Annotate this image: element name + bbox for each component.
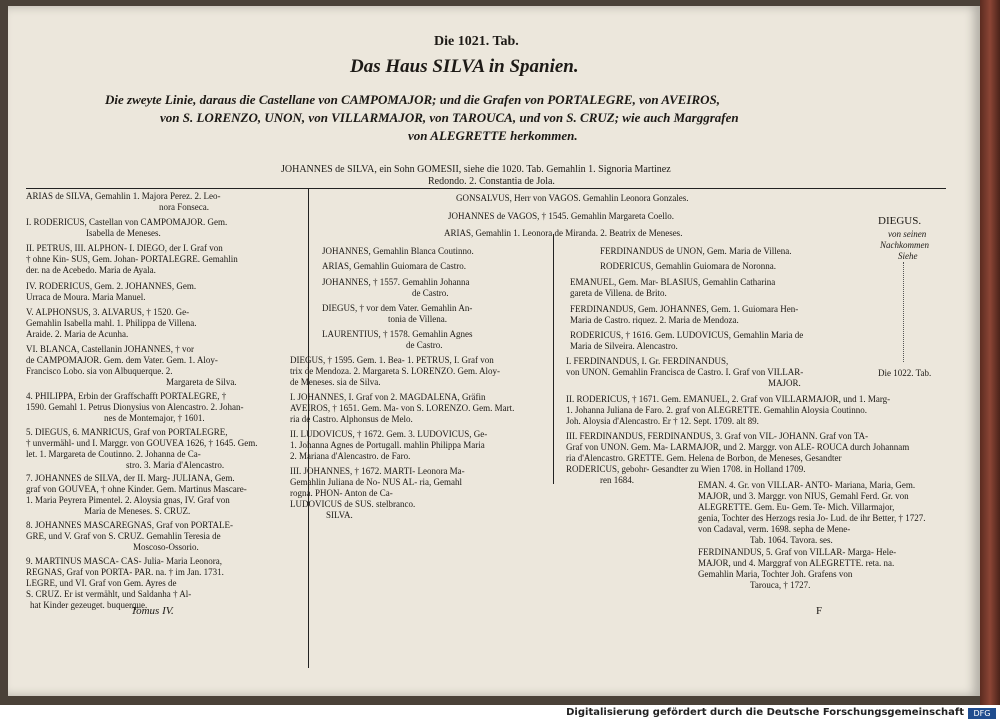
- right-line: FERDINANDUS, Gem. JOHANNES, Gem. 1. Guiomara Hen-: [570, 304, 799, 314]
- left-line: GRE, und V. Graf von S. CRUZ. Gemahlin Teresia de: [26, 531, 221, 541]
- left-line: Margareta de Silva.: [166, 377, 237, 387]
- middle-line: III. JOHANNES, † 1672. MARTI- Leonora Ma-: [290, 466, 465, 476]
- far-right-table-ref: Die 1022. Tab.: [878, 368, 932, 378]
- volume-label: Tomus IV.: [131, 605, 174, 617]
- far-right-note-3: Siehe: [898, 251, 918, 261]
- middle-line: de Castro.: [406, 340, 443, 350]
- left-line: II. PETRUS, III. ALPHON- I. DIEGO, der I. Graf von: [26, 243, 223, 253]
- right-line: RODERICUS, Gemahlin Guiomara de Noronna.: [600, 261, 776, 271]
- left-line: nora Fonseca.: [159, 202, 209, 212]
- middle-line: LUDOVICUS de SUS. stelbranco.: [290, 499, 416, 509]
- right-line: FERDINANDUS de UNON, Gem. Maria de Villena.: [600, 246, 792, 256]
- dfg-logo: DFG: [968, 708, 996, 719]
- branch-divider-middle: [553, 234, 554, 484]
- left-line: let. 1. Margareta de Coutinno. 2. Johanna de Ca-: [26, 449, 201, 459]
- right-line: genia, Tochter des Herzogs resia Jo- Lud. de ihr Better, † 1727.: [698, 513, 926, 523]
- far-right-note-2: Nachkommen: [880, 240, 929, 250]
- middle-line: rogna. PHON- Anton de Ca-: [290, 488, 393, 498]
- left-line: 8. JOHANNES MASCAREGNAS, Graf von PORTALE-: [26, 520, 233, 530]
- left-line: 7. JOHANNES de SILVA, der II. Marg- JULIANA, Gem.: [26, 473, 235, 483]
- right-line: gareta de Villena. de Brito.: [570, 288, 667, 298]
- middle-line: II. LUDOVICUS, † 1672. Gem. 3. LUDOVICUS, Ge-: [290, 429, 488, 439]
- left-line: V. ALPHONSUS, 3. ALVARUS, † 1520. Ge-: [26, 307, 190, 317]
- right-line: Gemahlin Maria, Tochter Joh. Grafens von: [698, 569, 853, 579]
- middle-line: de Castro.: [412, 288, 449, 298]
- middle-line: LAURENTIUS, † 1578. Gemahlin Agnes: [322, 329, 473, 339]
- right-line: Tarouca, † 1727.: [750, 580, 811, 590]
- middle-line: I. JOHANNES, I. Graf von 2. MAGDALENA, Gräfin: [290, 392, 486, 402]
- right-line: Maria de Silveira. Alencastro.: [570, 341, 678, 351]
- book-spine: [980, 0, 1000, 705]
- left-line: S. CRUZ. Er ist vermählt, und Saldanha † Al-: [26, 589, 192, 599]
- left-line: ARIAS de SILVA, Gemahlin 1. Majora Perez. 2. Leo-: [26, 191, 221, 201]
- right-line: Joh. Aloysia d'Alencastro. Er † 12. Sept. 1709. alt 89.: [566, 416, 759, 426]
- root-person-line-1: JOHANNES de SILVA, ein Sohn GOMESII, siehe die 1020. Tab. Gemahlin 1. Signoria Martinez: [281, 164, 671, 175]
- right-line: MAJOR, und 4. Marggraf von ALEGRETTE. reta. na.: [698, 558, 895, 568]
- left-line: stro. 3. Maria d'Alencastro.: [126, 460, 225, 470]
- right-line: II. RODERICUS, † 1671. Gem. EMANUEL, 2. Graf von VILLARMAJOR, und 1. Marg-: [566, 394, 891, 404]
- left-line: de CAMPOMAJOR. Gem. dem Vater. Gem. 1. Aloy-: [26, 355, 218, 365]
- right-line: JOHANNES de VAGOS, † 1545. Gemahlin Margareta Coello.: [448, 211, 674, 221]
- left-line: 4. PHILIPPA, Erbin der Graffschafft PORTALEGRE, †: [26, 391, 227, 401]
- subtitle-line-2: von S. LORENZO, UNON, von VILLARMAJOR, von TAROUCA, und von S. CRUZ; wie auch Marggrafen: [160, 110, 739, 125]
- middle-line: SILVA.: [326, 510, 353, 520]
- right-line: RODERICUS, gebohr- Gesandter zu Wien 1708. in Holland 1709.: [566, 464, 806, 474]
- funding-notice: Digitalisierung gefördert durch die Deutsche Forschungsgemeinschaft: [566, 707, 964, 718]
- dotted-continuation: [903, 262, 904, 362]
- far-right-note-1: von seinen: [888, 229, 927, 239]
- middle-line: JOHANNES, † 1557. Gemahlin Johanna: [322, 277, 470, 287]
- left-line: nes de Montemajor, † 1601.: [104, 413, 205, 423]
- left-line: Francisco Lobo. sia von Albuquerque. 2.: [26, 366, 173, 376]
- left-line: Isabella de Meneses.: [86, 228, 161, 238]
- middle-line: tonia de Villena.: [388, 314, 448, 324]
- left-line: Gemahlin Isabella mahl. 1. Philippa de Villena.: [26, 318, 197, 328]
- right-line: ria d'Alencastro. GRETTE. Gem. Helena de Borbon, de Meneses, Gesandter: [566, 453, 842, 463]
- left-line: LEGRE, und VI. Graf von Gem. Ayres de: [26, 578, 177, 588]
- scanned-page: [8, 6, 980, 696]
- right-line: FERDINANDUS, 5. Graf von VILLAR- Marga- Hele-: [698, 547, 897, 557]
- left-line: hat Kinder gezeuget. buquerque.: [30, 600, 148, 610]
- middle-line: ria de Castro. Alphonsus de Melo.: [290, 414, 413, 424]
- right-line: MAJOR, und 3. Marggr. von NIUS, Gemahl Ferd. Gr. von: [698, 491, 909, 501]
- right-line: von Cadaval, verm. 1698. sepha de Mene-: [698, 524, 851, 534]
- right-line: ren 1684.: [600, 475, 634, 485]
- left-line: 5. DIEGUS, 6. MANRICUS, Graf von PORTALEGRE,: [26, 427, 228, 437]
- left-line: 1590. Gemahl 1. Petrus Dionysius von Alencastro. 2. Johan-: [26, 402, 244, 412]
- root-connector: [26, 188, 946, 189]
- left-line: Moscoso-Ossorio.: [133, 542, 199, 552]
- subtitle-line-1: Die zweyte Linie, daraus die Castellane von CAMPOMAJOR; und die Grafen von PORTALEGRE, von AVEIROS,: [105, 92, 721, 107]
- left-line: Urraca de Moura. Maria Manuel.: [26, 292, 146, 302]
- middle-line: 1. Johanna Agnes de Portugall. mahlin Philippa Maria: [290, 440, 485, 450]
- page-title: Das Haus SILVA in Spanien.: [350, 56, 579, 77]
- right-line: EMAN. 4. Gr. von VILLAR- ANTO- Mariana, Maria, Gem.: [698, 480, 916, 490]
- left-line: der. na de Acebedo. Maria de Ayala.: [26, 265, 156, 275]
- right-line: von UNON. Gemahlin Francisca de Castro. I. Graf von VILLAR-: [566, 367, 804, 377]
- middle-line: AVEIROS, † 1651. Gem. Ma- von S. LORENZO. Gem. Mart.: [290, 403, 515, 413]
- right-line: Graf von UNON. Gem. Ma- LARMAJOR, und 2. Marggr. von ALE- ROUCA durch Johannam: [566, 442, 910, 452]
- footer-bar: [0, 705, 1000, 722]
- right-line: I. FERDINANDUS, I. Gr. FERDINANDUS,: [566, 356, 729, 366]
- plate-number: Die 1021. Tab.: [434, 34, 519, 49]
- left-line: IV. RODERICUS, Gem. 2. JOHANNES, Gem.: [26, 281, 197, 291]
- right-line: Maria de Castro. riquez. 2. Maria de Mendoza.: [570, 315, 739, 325]
- subtitle-line-3: von ALEGRETTE herkommen.: [408, 128, 578, 143]
- right-line: ARIAS, Gemahlin 1. Leonora de Miranda. 2. Beatrix de Meneses.: [444, 228, 683, 238]
- branch-divider-left: [308, 188, 309, 668]
- middle-line: DIEGUS, † vor dem Vater. Gemahlin An-: [322, 303, 473, 313]
- middle-line: JOHANNES, Gemahlin Blanca Coutinno.: [322, 246, 474, 256]
- left-line: † unvermähl- und I. Marggr. von GOUVEA 1626, † 1645. Gem.: [26, 438, 258, 448]
- left-line: I. RODERICUS, Castellan von CAMPOMAJOR. Gem.: [26, 217, 228, 227]
- right-line: III. FERDINANDUS, FERDINANDUS, 3. Graf von VIL- JOHANN. Graf von TA-: [566, 431, 869, 441]
- left-line: Maria de Meneses. S. CRUZ.: [84, 506, 191, 516]
- middle-line: de Meneses. sia de Silva.: [290, 377, 381, 387]
- middle-line: ARIAS, Gemahlin Guiomara de Castro.: [322, 261, 466, 271]
- right-line: ALEGRETTE. Gem. Eu- Gem. Te- Mich. Villarmajor,: [698, 502, 895, 512]
- middle-line: Gemahlin Juliana de No- NUS AL- ria, Gemahl: [290, 477, 462, 487]
- right-line: EMANUEL, Gem. Mar- BLASIUS, Gemahlin Catharina: [570, 277, 776, 287]
- far-right-diegus: DIEGUS.: [878, 215, 922, 227]
- right-line: 1. Johanna Juliana de Faro. 2. graf von ALEGRETTE. Gemahlin Aloysia Coutinno.: [566, 405, 867, 415]
- left-line: Araide. 2. Maria de Acunha.: [26, 329, 129, 339]
- root-person-line-2: Redondo. 2. Constantia de Jola.: [428, 176, 555, 187]
- middle-line: 2. Mariana d'Alencastro. de Faro.: [290, 451, 411, 461]
- left-line: 9. MARTINUS MASCA- CAS- Julia- Maria Leonora,: [26, 556, 222, 566]
- right-line: MAJOR.: [768, 378, 801, 388]
- signature-mark: F: [816, 605, 823, 617]
- left-line: REGNAS, Graf von PORTA- PAR. na. † im Jan. 1731.: [26, 567, 224, 577]
- left-line: VI. BLANCA, Castellanin JOHANNES, † vor: [26, 344, 194, 354]
- right-line: Tab. 1064. Tavora. ses.: [750, 535, 833, 545]
- left-line: 1. Maria Peyrera Pimentel. 2. Aloysia gnas, IV. Graf von: [26, 495, 230, 505]
- middle-line: DIEGUS, † 1595. Gem. 1. Bea- 1. PETRUS, I. Graf von: [290, 355, 494, 365]
- middle-line: trix de Mendoza. 2. Margareta S. LORENZO. Gem. Aloy-: [290, 366, 501, 376]
- right-line: RODERICUS, † 1616. Gem. LUDOVICUS, Gemahlin Maria de: [570, 330, 804, 340]
- right-line: GONSALVUS, Herr von VAGOS. Gemahlin Leonora Gonzales.: [456, 193, 689, 203]
- left-line: graf von GOUVEA, † ohne Kinder. Gem. Martinus Mascare-: [26, 484, 247, 494]
- left-line: † ohne Kin- SUS, Gem. Johan- PORTALEGRE. Gemahlin: [26, 254, 238, 264]
